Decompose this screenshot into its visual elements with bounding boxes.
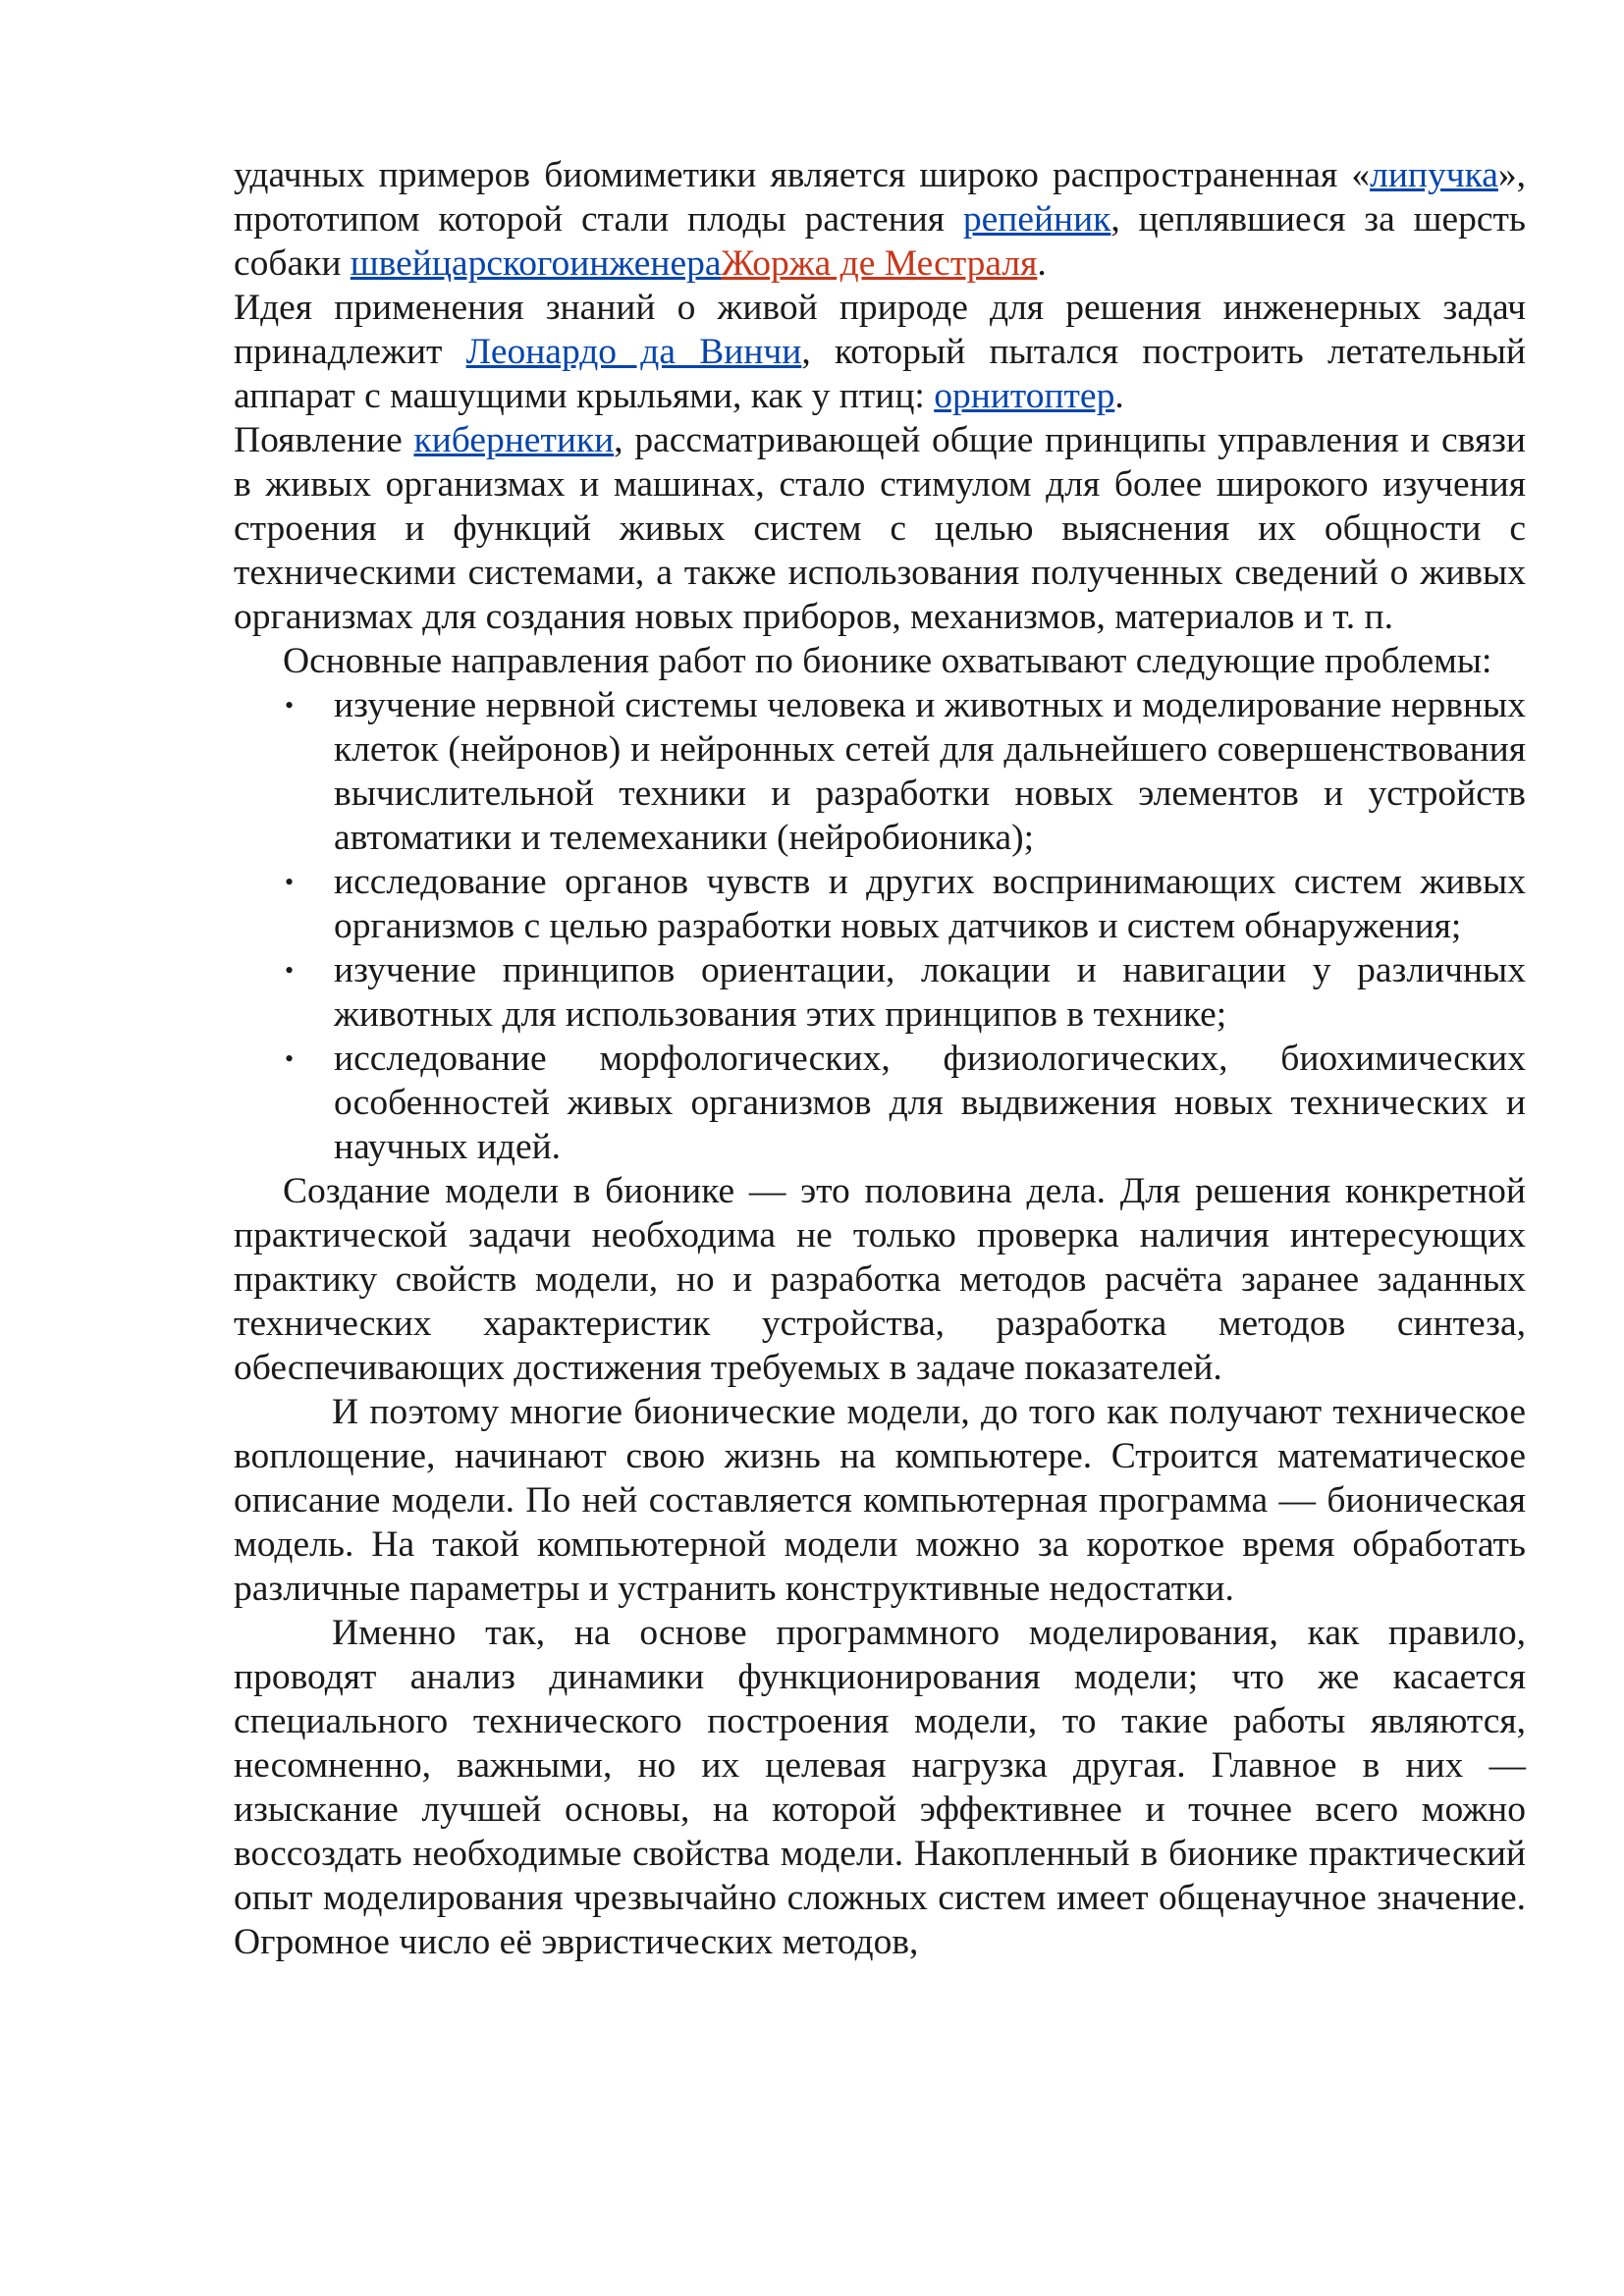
- text-span: , цеплявшиеся за шерсть собаки: [234, 199, 1526, 284]
- link-velcro[interactable]: липучка: [1370, 155, 1498, 195]
- text-span: Появление: [234, 420, 414, 460]
- bullet-icon: •: [285, 868, 295, 896]
- text-span: .: [1037, 243, 1047, 284]
- list-item-text: изучение принципов ориентации, локации и навигации у различных животных для использования этих принципов в технике;: [334, 950, 1526, 1035]
- text-span: .: [1114, 376, 1124, 416]
- list-item: [234, 683, 1526, 860]
- link-cybernetics[interactable]: кибернетики: [413, 420, 615, 460]
- text-span: удачных примеров биомиметики является широко распространенная «: [234, 155, 1371, 195]
- paragraph-computer-models: И поэтому многие бионические модели, до того как получают техническое воплощение, начинают свою жизнь на компьютере. Строится математическое описание модели. По ней составляется компьютерная программа — бионическая модель. На такой компьютерной модели можно за короткое время обработать различные параметры и устранить конструктивные недостатки.: [234, 1392, 1526, 1609]
- link-george-de-mestral[interactable]: Жоржа де Местраля: [721, 243, 1038, 284]
- text-span: , который пытался построить летательный аппарат с машущими крыльями, как у птиц:: [234, 332, 1527, 416]
- link-leonardo-da-vinci[interactable]: Леонардо да Винчи: [465, 332, 802, 372]
- list-item: [234, 1037, 1526, 1169]
- bullet-icon: •: [285, 691, 295, 720]
- paragraph-leonardo: [234, 286, 1526, 418]
- document-body: [234, 153, 1526, 1964]
- text-span: », прототипом которой стали плоды растения: [234, 155, 1526, 240]
- bullet-icon: •: [285, 956, 295, 985]
- link-ornithopter[interactable]: орнитоптер: [934, 376, 1115, 416]
- list-item-text: исследование морфологических, физиологических, биохимических особенностей живых организмов для выдвижения новых технических и научных идей.: [334, 1039, 1526, 1167]
- text-span: Идея применения знаний о живой природе для решения инженерных задач принадлежит: [234, 288, 1526, 372]
- text-span: , рассматривающей общие принципы управления и связи в живых организмах и машинах, стало стимулом для более широкого изучения строения и функций живых систем с целью выяснения их общности с техническими системами, а также использования полученных сведений о живых организмах для создания новых приборов, механизмов, материалов и т. п.: [234, 420, 1527, 637]
- list-item: [234, 948, 1526, 1037]
- bullet-icon: •: [285, 1044, 295, 1073]
- paragraph-program-modeling: Именно так, на основе программного моделирования, как правило, проводят анализ динамики функционирования модели; что же касается специального технического построения модели, то такие работы являются, несомненно, важными, но их целевая нагрузка другая. Главное в них — изыскание лучшей основы, на которой эффективнее и точнее всего можно воссоздать необходимые свойства модели. Накопленный в бионике практический опыт моделирования чрезвычайно сложных систем имеет общенаучное значение. Огромное число её эвристических методов,: [234, 1613, 1526, 1962]
- link-burdock[interactable]: репейник: [962, 199, 1111, 240]
- paragraph-directions-intro: Основные направления работ по бионике охватывают следующие проблемы:: [283, 641, 1492, 681]
- paragraph-cybernetics: [234, 418, 1526, 639]
- paragraph-velcro: [234, 153, 1526, 286]
- list-item: [234, 860, 1526, 948]
- paragraph-model-creation: Создание модели в бионике — это половина дела. Для решения конкретной практической задачи необходима не только проверка наличия интересующих практику свойств модели, но и разработка методов расчёта заранее заданных технических характеристик устройства, разработка методов синтеза, обеспечивающих достижения требуемых в задаче показателей.: [234, 1171, 1526, 1388]
- list-item-text: исследование органов чувств и других воспринимающих систем живых организмов с целью разработки новых датчиков и систем обнаружения;: [334, 862, 1526, 946]
- list-item-text: изучение нервной системы человека и животных и моделирование нервных клеток (нейронов) и нейронных сетей для дальнейшего совершенствования вычислительной техники и разработки новых элементов и устройств автоматики и телемеханики (нейробионика);: [334, 685, 1526, 858]
- bullet-list-directions: [234, 683, 1526, 1169]
- link-swiss-engineer[interactable]: швейцарскогоинженера: [350, 243, 722, 284]
